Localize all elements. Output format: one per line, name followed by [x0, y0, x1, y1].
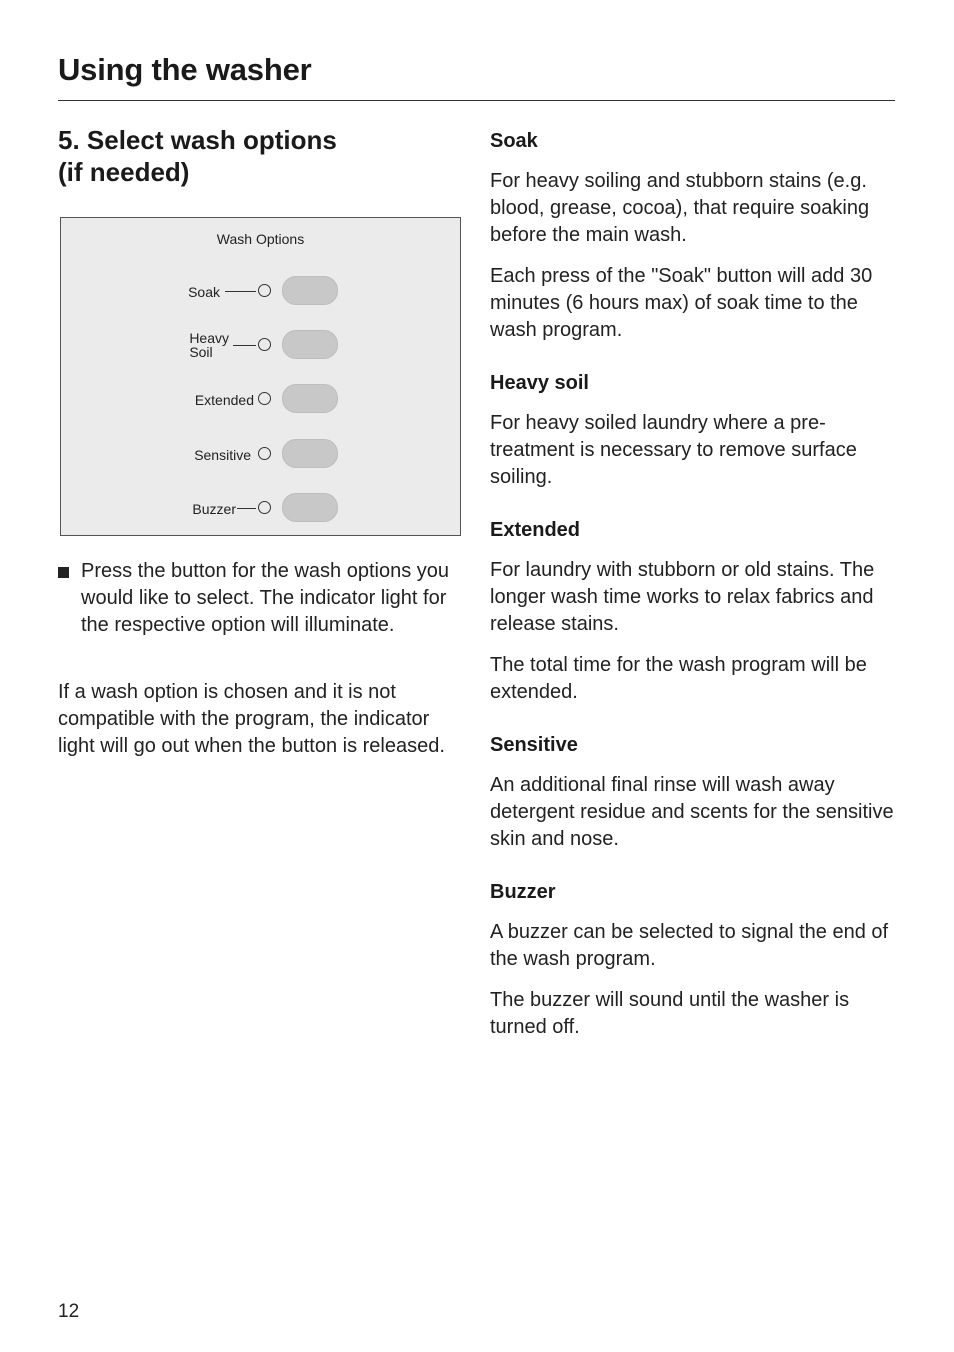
description-heading: Buzzer: [490, 881, 556, 903]
option-leader-line: [233, 345, 256, 346]
option-row-sensitive: [61, 434, 460, 474]
option-leader-line: [225, 291, 256, 292]
heavy-soil-indicator-light: [258, 338, 271, 351]
wash-options-panel: [60, 217, 461, 536]
instruction-text: Press the button for the wash options you would like to select. The indicator light for the respective option will illuminate.: [81, 560, 449, 636]
soak-button[interactable]: [282, 276, 338, 305]
option-label-heavy-soil: Heavy Soil: [189, 330, 229, 360]
description-buzzer: [490, 879, 900, 1041]
heavy-soil-button[interactable]: [282, 330, 338, 359]
description-heavy-soil: [490, 370, 900, 491]
section-title-line1: 5. Select wash options: [58, 125, 337, 155]
option-label-extended: Extended: [194, 392, 254, 408]
description-sensitive: [490, 732, 900, 853]
extended-indicator-light: [258, 392, 271, 405]
description-extended: [490, 517, 900, 706]
buzzer-indicator-light: [258, 501, 271, 514]
description-paragraph: An additional final rinse will wash away detergent residue and scents for the sensitive skin and nose.: [490, 774, 894, 850]
header-divider: [58, 100, 895, 101]
description-heading: Extended: [490, 519, 581, 541]
description-paragraph: For heavy soiling and stubborn stains (e.g. blood, grease, cocoa), that require soaking before the main wash.: [490, 170, 870, 246]
option-label-soak: Soak: [188, 284, 220, 300]
description-paragraph: For laundry with stubborn or old stains. The longer wash time works to relax fabrics and release stains.: [490, 559, 875, 635]
section-title: [58, 124, 468, 188]
description-heading: Sensitive: [490, 734, 578, 756]
page-header-title: Using the washer: [58, 52, 312, 87]
description-paragraph: For heavy soiled laundry where a pretreatment is necessary to remove surface soiling.: [490, 412, 857, 488]
option-row-buzzer: [61, 488, 460, 528]
description-paragraph: A buzzer can be selected to signal the end of the wash program.: [490, 921, 889, 970]
description-heading: Heavy soil: [490, 372, 589, 394]
option-row-extended: [61, 379, 460, 419]
description-paragraph: Each press of the "Soak" button will add 30 minutes (6 hours max) of soak time to the wash program.: [490, 265, 873, 341]
section-title-line2: (if needed): [58, 157, 190, 187]
soak-indicator-light: [258, 284, 271, 297]
option-descriptions: [490, 128, 900, 1055]
description-heading: Soak: [490, 130, 538, 152]
section-heading: [58, 124, 468, 188]
option-row-heavy-soil: [61, 325, 460, 365]
page-number: 12: [58, 1301, 80, 1322]
option-row-soak: [61, 271, 460, 311]
sensitive-indicator-light: [258, 447, 271, 460]
option-leader-line: [237, 508, 256, 509]
sensitive-button[interactable]: [282, 439, 338, 468]
buzzer-button[interactable]: [282, 493, 338, 522]
description-soak: [490, 128, 900, 344]
compatibility-note: If a wash option is chosen and it is not compatible with the program, the indicator light will go out when the button is released.: [58, 681, 445, 757]
bullet-square-icon: [58, 567, 69, 578]
extended-button[interactable]: [282, 384, 338, 413]
instruction-bullet: [58, 558, 468, 639]
description-paragraph: The buzzer will sound until the washer is turned off.: [490, 989, 850, 1038]
panel-title: Wash Options: [216, 231, 305, 247]
option-label-buzzer: Buzzer: [192, 501, 236, 517]
description-paragraph: The total time for the wash program will be extended.: [490, 654, 867, 703]
option-label-sensitive: Sensitive: [194, 447, 251, 463]
